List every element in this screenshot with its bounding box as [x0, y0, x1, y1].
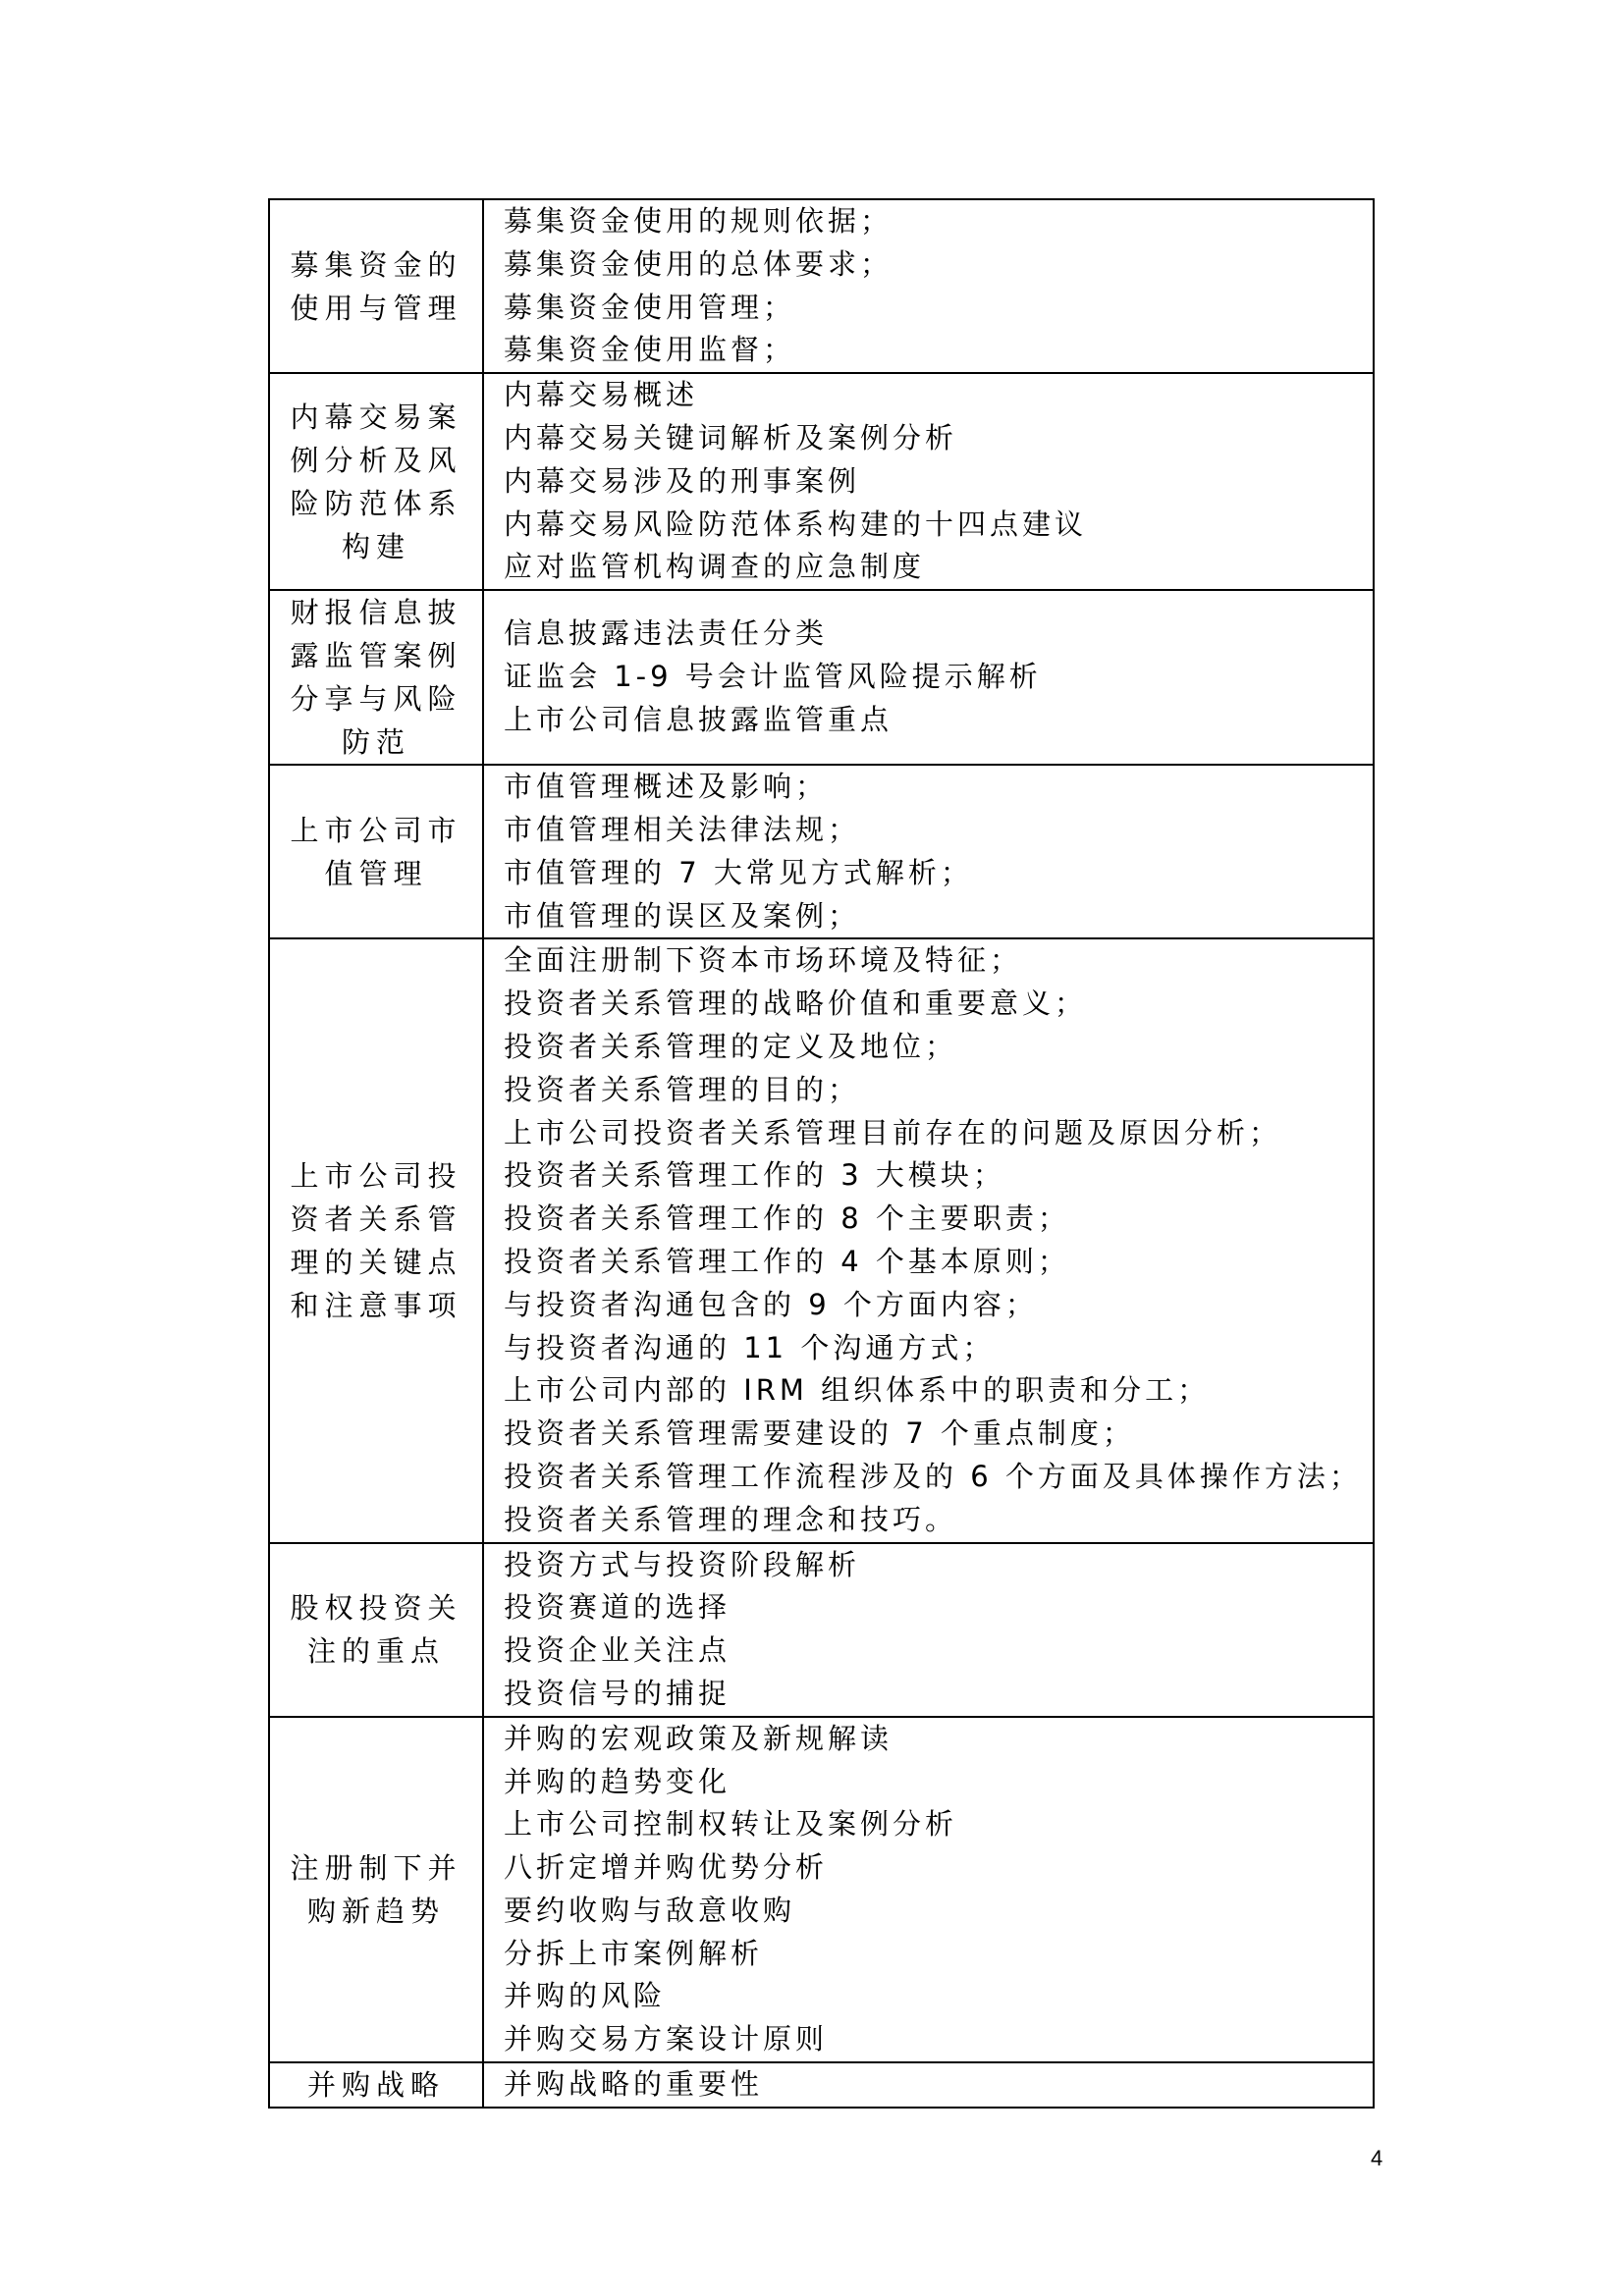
topic-cell	[269, 938, 483, 1542]
item-line: 投资者关系管理工作的 3 大模块；	[504, 1158, 1005, 1193]
topic-cell	[269, 765, 483, 938]
table-row	[269, 373, 1374, 590]
item-line: 上市公司内部的 IRM 组织体系中的职责和分工；	[504, 1373, 1211, 1408]
item-line: 分拆上市案例解析	[504, 1936, 764, 1970]
item-line: 与投资者沟通的 11 个沟通方式；	[504, 1330, 996, 1364]
item-line: 投资者关系管理工作的 4 个基本原则；	[504, 1244, 1070, 1278]
topic-cell	[269, 590, 483, 765]
topic-cell	[269, 199, 483, 373]
item-line: 投资者关系管理需要建设的 7 个重点制度；	[504, 1416, 1135, 1451]
curriculum-table	[268, 198, 1375, 2109]
table-row	[269, 1717, 1374, 2062]
table-row	[269, 590, 1374, 765]
item-line: 要约收购与敌意收购	[504, 1893, 796, 1927]
item-line: 投资方式与投资阶段解析	[504, 1547, 861, 1581]
items-cell	[483, 1543, 1374, 1717]
table-row	[269, 938, 1374, 1542]
item-line: 内幕交易风险防范体系构建的十四点建议	[504, 507, 1088, 541]
topic-cell	[269, 373, 483, 590]
item-line: 证监会 1-9 号会计监管风险提示解析	[504, 660, 1042, 694]
item-line: 内幕交易涉及的刑事案例	[504, 463, 861, 498]
topic-line: 值管理	[324, 856, 428, 890]
topic-line: 构建	[341, 529, 410, 563]
topic-line: 资者关系管	[290, 1201, 462, 1236]
item-line: 投资者关系管理的理念和技巧。	[504, 1502, 958, 1536]
topic-line: 注的重点	[306, 1634, 445, 1669]
item-line: 八折定增并购优势分析	[504, 1850, 829, 1885]
item-line: 应对监管机构调查的应急制度	[504, 550, 926, 584]
item-line: 投资者关系管理工作流程涉及的 6 个方面及具体操作方法；	[504, 1459, 1362, 1493]
items-cell	[483, 765, 1374, 938]
item-line: 上市公司控制权转让及案例分析	[504, 1807, 958, 1842]
item-line: 投资者关系管理的战略价值和重要意义；	[504, 987, 1088, 1021]
topic-line: 上市公司投	[290, 1158, 462, 1193]
item-line: 市值管理的误区及案例；	[504, 898, 861, 933]
item-line: 内幕交易关键词解析及案例分析	[504, 420, 958, 454]
item-line: 募集资金使用监督；	[504, 333, 796, 367]
page-number: 4	[1371, 2146, 1383, 2170]
table-row	[269, 199, 1374, 373]
item-line: 投资者关系管理工作的 8 个主要职责；	[504, 1201, 1070, 1236]
topic-line: 财报信息披	[290, 596, 462, 630]
items-cell	[483, 1717, 1374, 2062]
topic-cell	[269, 2062, 483, 2108]
topic-line: 防范	[341, 725, 410, 760]
topic-cell	[269, 1717, 483, 2062]
item-line: 上市公司信息披露监管重点	[504, 703, 893, 737]
item-line: 内幕交易概述	[504, 378, 699, 412]
table-body	[269, 199, 1374, 2108]
item-line: 投资赛道的选择	[504, 1590, 731, 1625]
item-line: 上市公司投资者关系管理目前存在的问题及原因分析；	[504, 1115, 1282, 1149]
item-line: 信息披露违法责任分类	[504, 616, 829, 651]
items-cell	[483, 590, 1374, 765]
topic-line: 例分析及风	[290, 443, 462, 477]
items-cell	[483, 2062, 1374, 2108]
table-row	[269, 2062, 1374, 2108]
item-line: 募集资金使用的总体要求；	[504, 246, 893, 281]
item-line: 并购的宏观政策及新规解读	[504, 1721, 893, 1755]
item-line: 投资者关系管理的定义及地位；	[504, 1029, 958, 1063]
topic-line: 露监管案例	[290, 639, 462, 673]
item-line: 全面注册制下资本市场环境及特征；	[504, 943, 1023, 978]
topic-line: 险防范体系	[290, 486, 462, 520]
item-line: 市值管理的 7 大常见方式解析；	[504, 855, 973, 889]
table-row	[269, 1543, 1374, 1717]
item-line: 与投资者沟通包含的 9 个方面内容；	[504, 1287, 1038, 1321]
topic-line: 分享与风险	[290, 682, 462, 717]
topic-line: 募集资金的	[290, 247, 462, 282]
item-line: 并购的趋势变化	[504, 1764, 731, 1798]
item-line: 并购交易方案设计原则	[504, 2022, 829, 2056]
item-line: 市值管理概述及影响；	[504, 770, 829, 804]
items-cell	[483, 938, 1374, 1542]
item-line: 投资企业关注点	[504, 1633, 731, 1668]
items-cell	[483, 199, 1374, 373]
item-line: 募集资金使用的规则依据；	[504, 204, 893, 238]
topic-line: 上市公司市	[290, 813, 462, 847]
items-cell	[483, 373, 1374, 590]
topic-line: 和注意事项	[290, 1288, 462, 1322]
topic-line: 内幕交易案	[290, 400, 462, 434]
item-line: 并购的风险	[504, 1979, 667, 2013]
topic-line: 购新趋势	[306, 1894, 445, 1928]
item-line: 投资信号的捕捉	[504, 1676, 731, 1710]
item-line: 投资者关系管理的目的；	[504, 1072, 861, 1106]
topic-line: 并购战略	[306, 2068, 445, 2103]
topic-line: 理的关键点	[290, 1245, 462, 1279]
item-line: 市值管理相关法律法规；	[504, 812, 861, 846]
item-line: 并购战略的重要性	[504, 2067, 764, 2102]
item-line: 募集资金使用管理；	[504, 290, 796, 324]
table-row	[269, 765, 1374, 938]
topic-line: 股权投资关	[290, 1591, 462, 1626]
topic-line: 使用与管理	[290, 291, 462, 325]
topic-cell	[269, 1543, 483, 1717]
topic-line: 注册制下并	[290, 1850, 462, 1885]
